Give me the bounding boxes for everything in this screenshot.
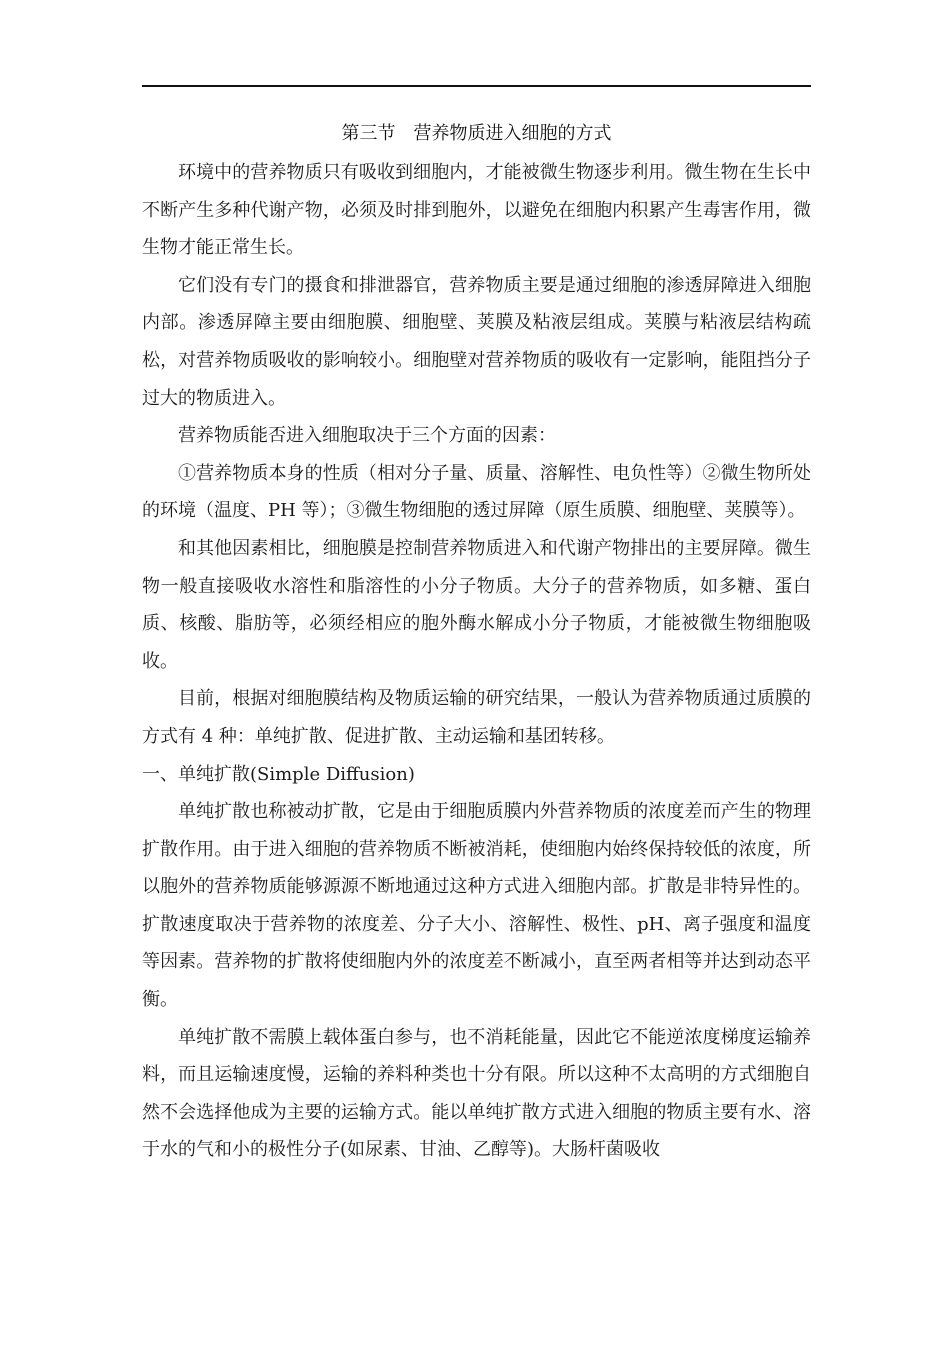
page-title: 第三节 营养物质进入细胞的方式: [341, 123, 612, 144]
paragraph: 和其他因素相比，细胞膜是控制营养物质进入和代谢产物排出的主要屏障。微生物一般直接吸收水溶性和脂溶性的小分子物质。大分子的营养物质，如多糖、蛋白质、核酸、脂肪等，必须经相应的胞外酶水解成小分子物质，才能被微生物细胞吸收。: [142, 537, 811, 672]
paragraph: 单纯扩散也称被动扩散，它是由于细胞质膜内外营养物质的浓度差而产生的物理扩散作用。由于进入细胞的营养物质不断被消耗，使细胞内始终保持较低的浓度，所以胞外的营养物质能够源源不断地通过这种方式进入细胞内部。扩散是非特异性的。扩散速度取决于营养物的浓度差、分子大小、溶解性、极性、pH、离子强度和温度等因素。营养物的扩散将使细胞内外的浓度差不断减小，直至两者相等并达到动态平衡。: [142, 801, 811, 1011]
paragraph: 单纯扩散不需膜上载体蛋白参与，也不消耗能量，因此它不能逆浓度梯度运输养料，而且运输速度慢，运输的养料种类也十分有限。所以这种不太高明的方式细胞自然不会选择他成为主要的运输方式。能以单纯扩散方式进入细胞的物质主要有水、溶于水的气和小的极性分子(如尿素、甘油、乙醇等)。大肠杆菌吸收: [142, 1026, 811, 1161]
document-body: [142, 118, 811, 1169]
paragraph: 它们没有专门的摄食和排泄器官，营养物质主要是通过细胞的渗透屏障进入细胞内部。渗透屏障主要由细胞膜、细胞壁、荚膜及粘液层组成。荚膜与粘液层结构疏松，对营养物质吸收的影响较小。细胞壁对营养物质的吸收有一定影响，能阻挡分子过大的物质进入。: [142, 274, 811, 409]
paragraph: ①营养物质本身的性质（相对分子量、质量、溶解性、电负性等）②微生物所处的环境（温度、PH 等）；③微生物细胞的透过屏障（原生质膜、细胞壁、荚膜等）。: [142, 462, 811, 522]
paragraph: 环境中的营养物质只有吸收到细胞内，才能被微生物逐步利用。微生物在生长中不断产生多种代谢产物，必须及时排到胞外，以避免在细胞内积累产生毒害作用，微生物才能正常生长。: [142, 162, 811, 259]
paragraph: 营养物质能否进入细胞取决于三个方面的因素：: [178, 425, 556, 447]
header-rule: [142, 85, 811, 87]
paragraph: 目前，根据对细胞膜结构及物质运输的研究结果，一般认为营养物质通过质膜的方式有 4 种：单纯扩散、促进扩散、主动运输和基团转移。: [142, 688, 811, 747]
section-heading: 一、单纯扩散(Simple Diffusion): [142, 763, 415, 785]
